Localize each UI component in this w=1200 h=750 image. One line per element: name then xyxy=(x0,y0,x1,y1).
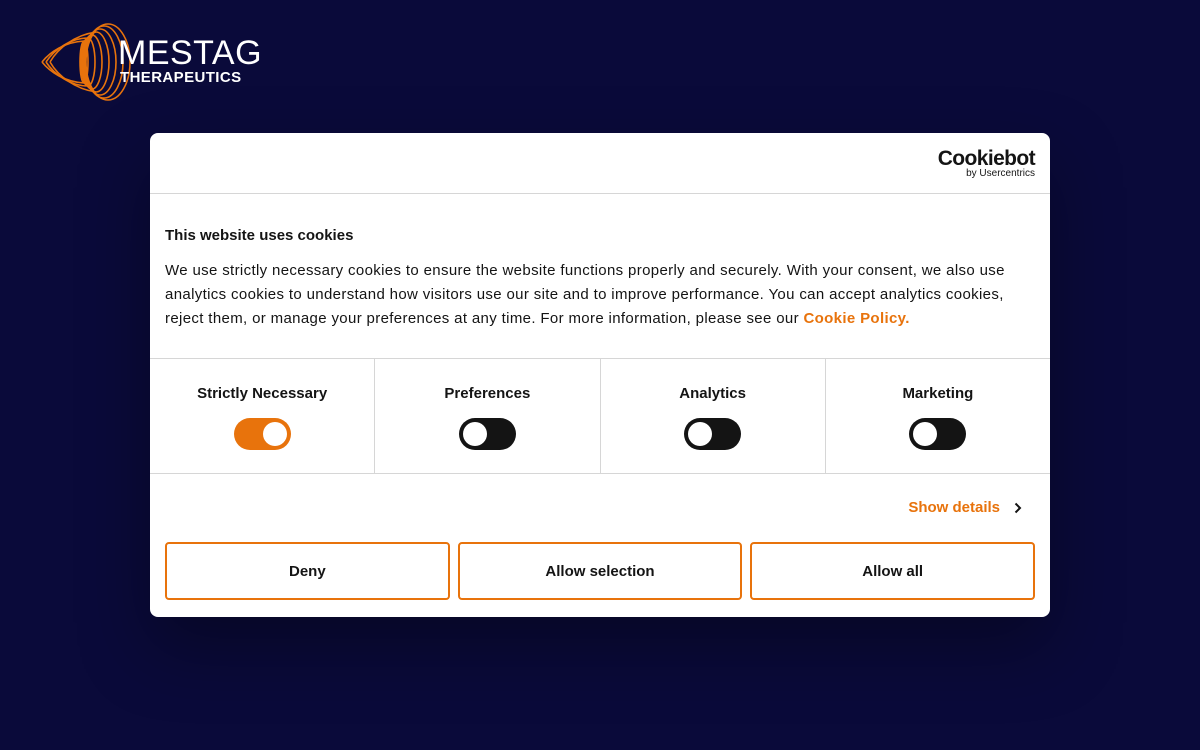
consent-buttons xyxy=(150,542,1050,600)
show-details-link[interactable] xyxy=(908,499,1022,517)
dialog-header xyxy=(150,133,1050,194)
dialog-text-body: We use strictly necessary cookies to ensure the website functions properly and securely. With your consent, we also use analytics cookies to understand how visitors use our site and to improve performance. You can accept analytics cookies, reject them, or manage your preferences at any time. For more information, please see our xyxy=(165,262,1005,327)
toggle-knob xyxy=(263,422,287,446)
category-marketing xyxy=(826,359,1050,473)
cookie-policy-link[interactable]: Cookie Policy. xyxy=(803,310,910,327)
toggle-knob xyxy=(463,422,487,446)
toggle-knob xyxy=(913,422,937,446)
category-analytics xyxy=(601,359,826,473)
allow-selection-button[interactable]: Allow selection xyxy=(458,542,743,600)
cookiebot-logo[interactable] xyxy=(938,148,1035,179)
marketing-toggle[interactable] xyxy=(909,418,966,450)
consent-categories xyxy=(150,359,1050,474)
preferences-toggle[interactable] xyxy=(459,418,516,450)
category-label: Strictly Necessary xyxy=(197,385,328,402)
dialog-body xyxy=(150,194,1050,359)
category-label: Preferences xyxy=(444,385,531,402)
chevron-right-icon xyxy=(1014,502,1022,514)
allow-all-button[interactable]: Allow all xyxy=(750,542,1035,600)
analytics-toggle[interactable] xyxy=(684,418,741,450)
category-strictly-necessary xyxy=(150,359,375,473)
strictly-necessary-toggle[interactable] xyxy=(234,418,291,450)
category-label: Marketing xyxy=(902,385,974,402)
cookiebot-logo-text: Cookiebot xyxy=(937,147,1035,170)
cookie-consent-dialog xyxy=(150,133,1050,617)
brand-tagline: THERAPEUTICS xyxy=(120,69,242,86)
toggle-knob xyxy=(688,422,712,446)
brand-name: MESTAG xyxy=(118,34,263,72)
show-details-label: Show details xyxy=(908,499,1000,516)
category-label: Analytics xyxy=(679,385,746,402)
details-row xyxy=(150,474,1050,542)
deny-button[interactable]: Deny xyxy=(165,542,450,600)
cookiebot-logo-sub: by Usercentrics xyxy=(966,168,1035,179)
mestag-logo[interactable] xyxy=(40,22,280,102)
dialog-title: This website uses cookies xyxy=(165,227,354,244)
category-preferences xyxy=(375,359,600,473)
dialog-text xyxy=(165,259,1035,331)
